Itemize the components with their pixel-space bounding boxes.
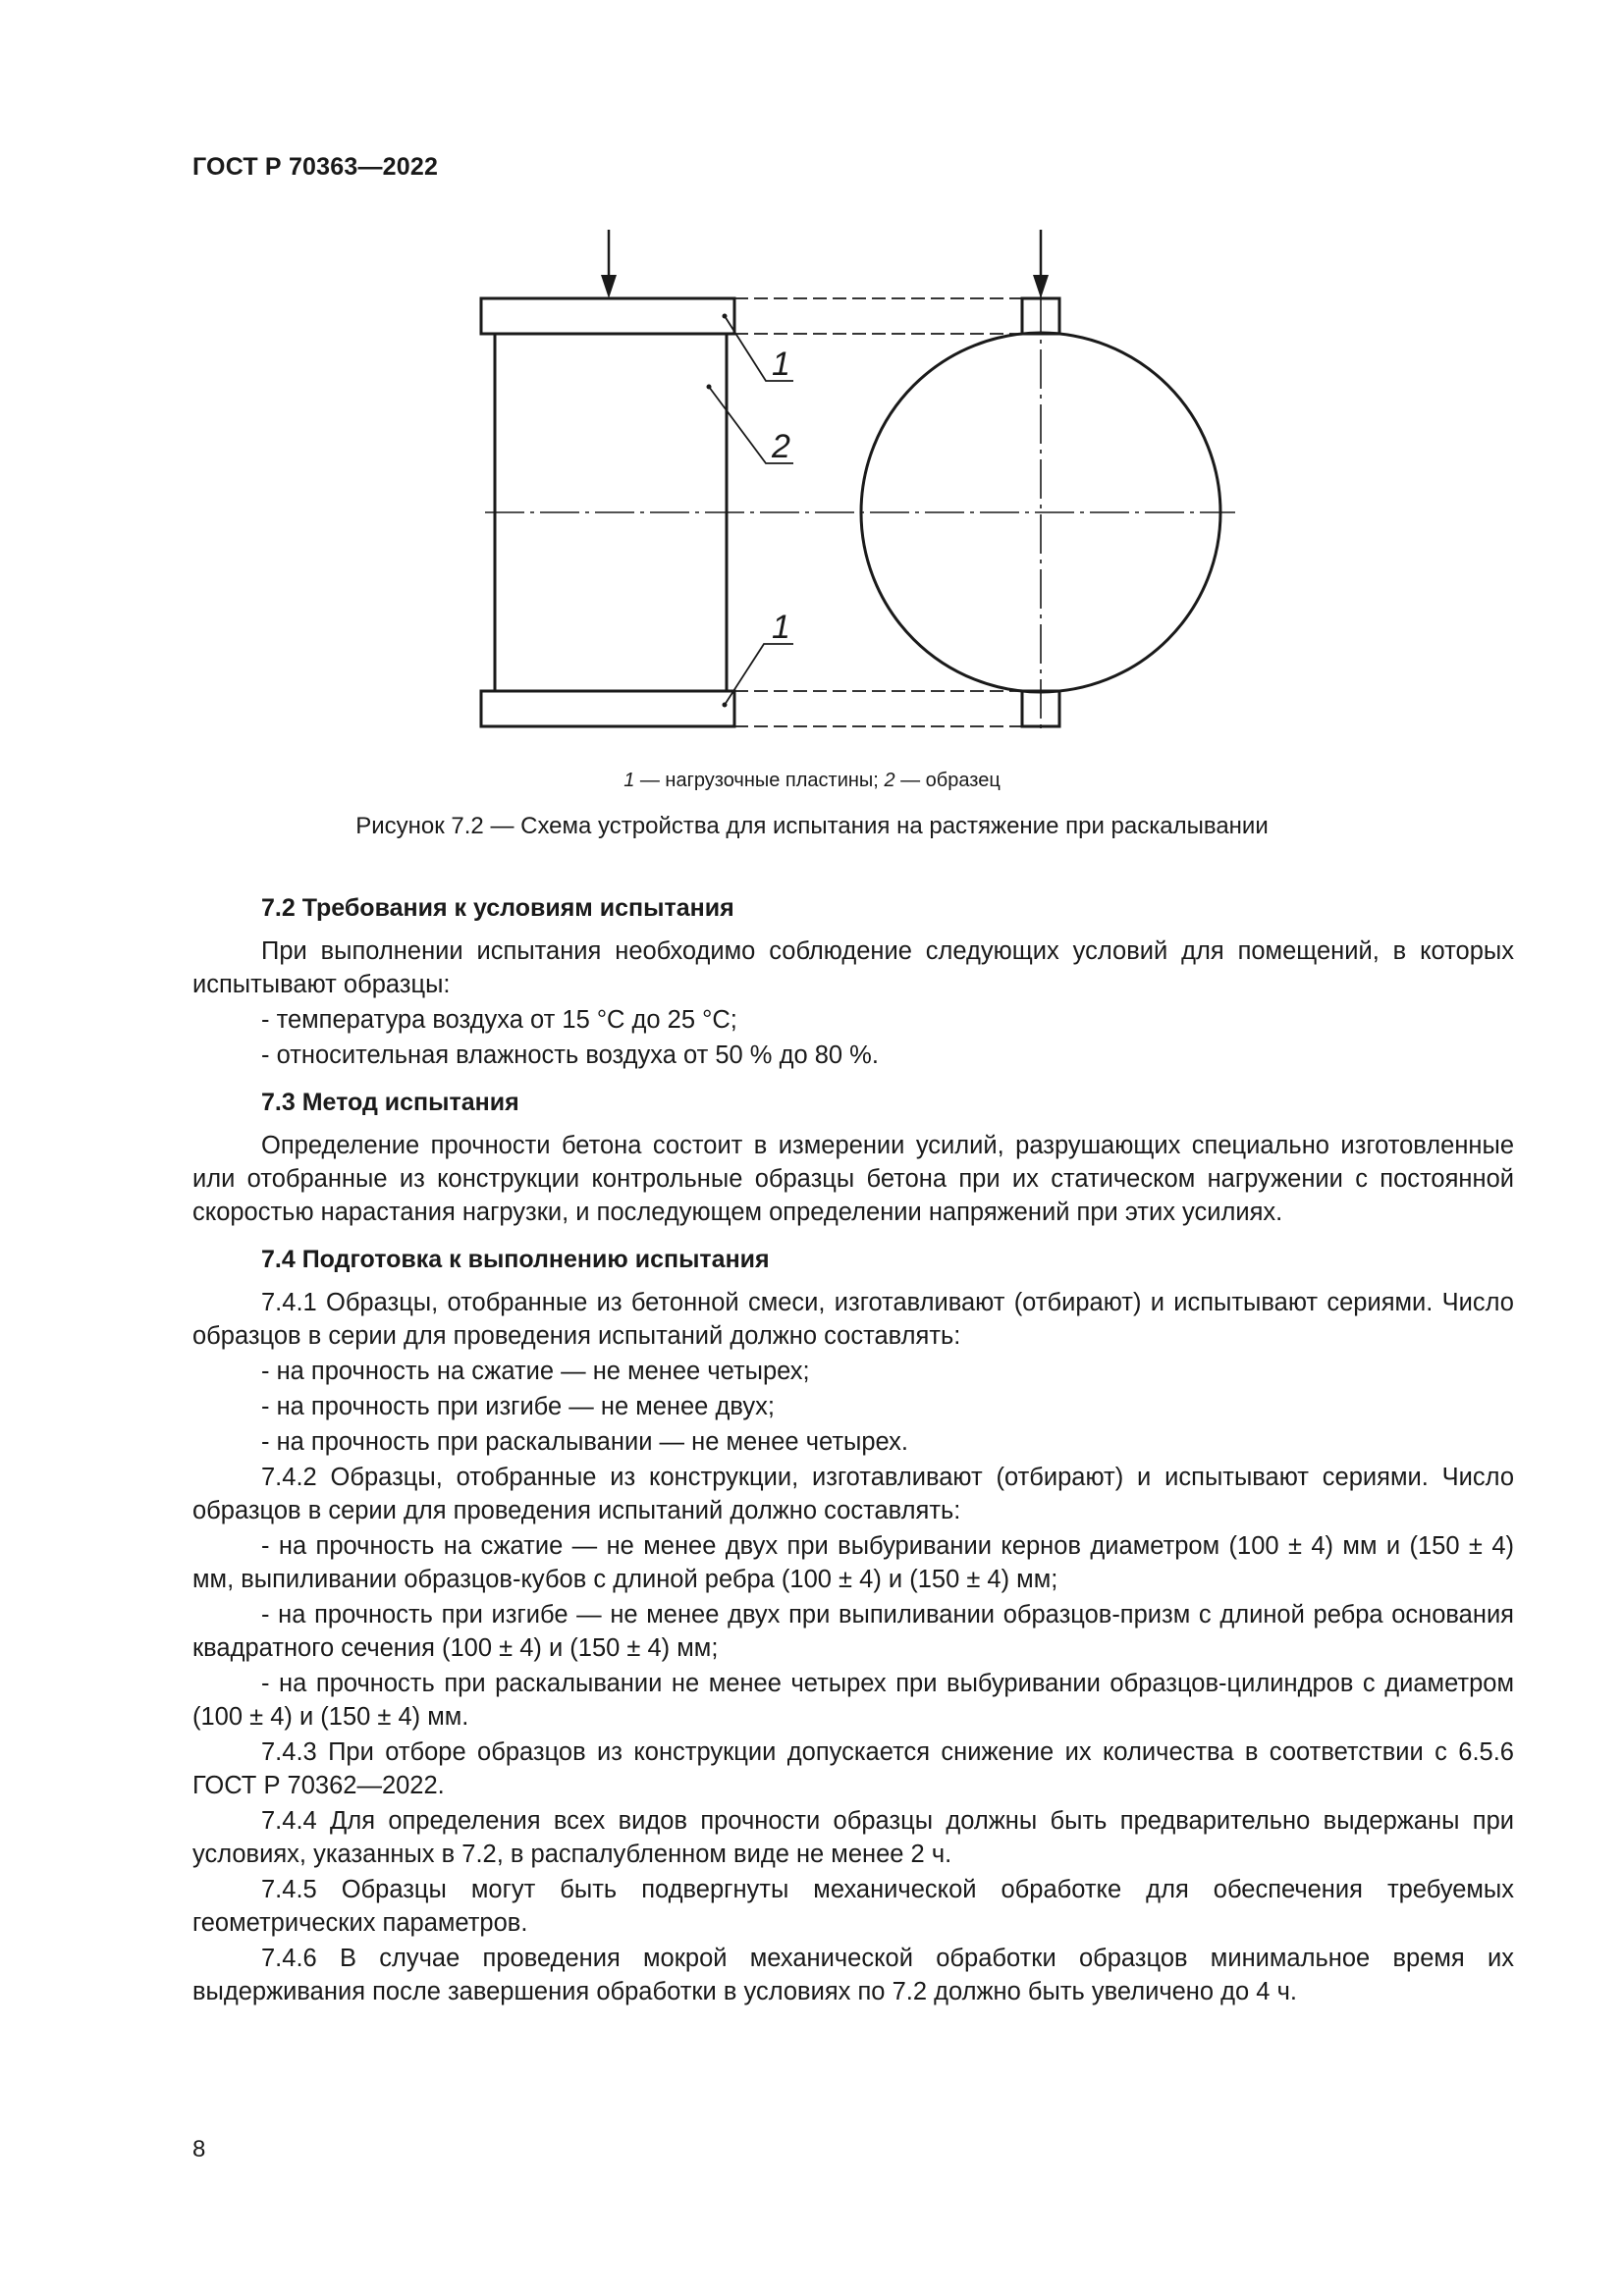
center-lines [485,294,1235,730]
list-item: - температура воздуха от 15 °С до 25 °С; [261,1006,737,1034]
paragraph: При выполнении испытания необходимо соблюдение следующих условий для помещений, в которых испытывают образцы: [192,937,1514,998]
paragraph-7-4-5: 7.4.5 Образцы могут быть подвергнуты механической обработке для обеспечения требуемых геометрических параметров. [192,1876,1514,1937]
load-arrow-left [601,230,617,298]
page-number: 8 [192,2136,206,2163]
paragraph-7-4-3: 7.4.3 При отборе образцов из конструкции допускается снижение их количества в соответствии с 6.5.6 ГОСТ Р 70362—2022. [192,1738,1514,1799]
figure-caption: Рисунок 7.2 — Схема устройства для испытания на растяжение при раскалывании [355,813,1269,839]
callout-1-bottom: 1 [772,609,790,646]
list-item: - на прочность на сжатие — не менее четырех; [261,1358,810,1385]
figure-legend: 1 — нагрузочные пластины; 2 — образец [623,770,1001,791]
load-arrow-right [1033,230,1049,298]
document-code: ГОСТ Р 70363—2022 [192,153,439,181]
list-item: - на прочность при раскалывании не менее четырех при выбуривании образцов-цилиндров с диаметром (100 ± 4) и (150 ± 4) мм. [192,1670,1514,1731]
figure-7-2-diagram [0,0,1624,746]
paragraph-7-4-1: 7.4.1 Образцы, отобранные из бетонной смеси, изготавливают (отбирают) и испытывают сериями. Число образцов в серии для проведения испытаний должно составлять: [192,1289,1514,1350]
section-heading-7-4: 7.4 Подготовка к выполнению испытания [261,1246,770,1273]
section-heading-7-2: 7.2 Требования к условиям испытания [261,894,734,922]
paragraph-7-4-4: 7.4.4 Для определения всех видов прочности образцы должны быть предварительно выдержаны при условиях, указанных в 7.2, в распалубленном виде не менее 2 ч. [192,1807,1514,1868]
top-loading-plate [481,298,734,334]
section-heading-7-3: 7.3 Метод испытания [261,1089,519,1116]
body-text [192,891,1514,2010]
list-item: - на прочность при изгибе — не менее двух при выпиливании образцов-призм с длиной ребра основания квадратного сечения (100 ± 4) и (150 ± 4) мм; [192,1601,1514,1662]
list-item: - на прочность при изгибе — не менее двух; [261,1393,775,1420]
callout-1-top: 1 [772,346,790,383]
paragraph-7-4-2: 7.4.2 Образцы, отобранные из конструкции, изготавливают (отбирают) и испытывают сериями. Число образцов в серии для проведения испытаний должно составлять: [192,1464,1514,1524]
bottom-loading-plate [481,691,734,726]
paragraph-7-4-6: 7.4.6 В случае проведения мокрой механической обработки образцов минимальное время их выдерживания после завершения обработки в условиях по 7.2 должно быть увеличено до 4 ч. [192,1945,1514,2005]
paragraph: Определение прочности бетона состоит в измерении усилий, разрушающих специально изготовленные или отобранные из конструкции контрольные образцы бетона при их статическом нагружении с постоянной скоростью нарастания нагрузки, и последующем определении напряжений при этих усилиях. [192,1132,1514,1226]
list-item: - относительная влажность воздуха от 50 % до 80 %. [261,1041,879,1069]
callout-2: 2 [772,428,790,465]
list-item: - на прочность на сжатие — не менее двух при выбуривании кернов диаметром (100 ± 4) мм и (150 ± 4) мм, выпиливании образцов-кубов с длиной ребра (100 ± 4) и (150 ± 4) мм; [192,1532,1514,1593]
list-item: - на прочность при раскалывании — не менее четырех. [261,1428,908,1456]
